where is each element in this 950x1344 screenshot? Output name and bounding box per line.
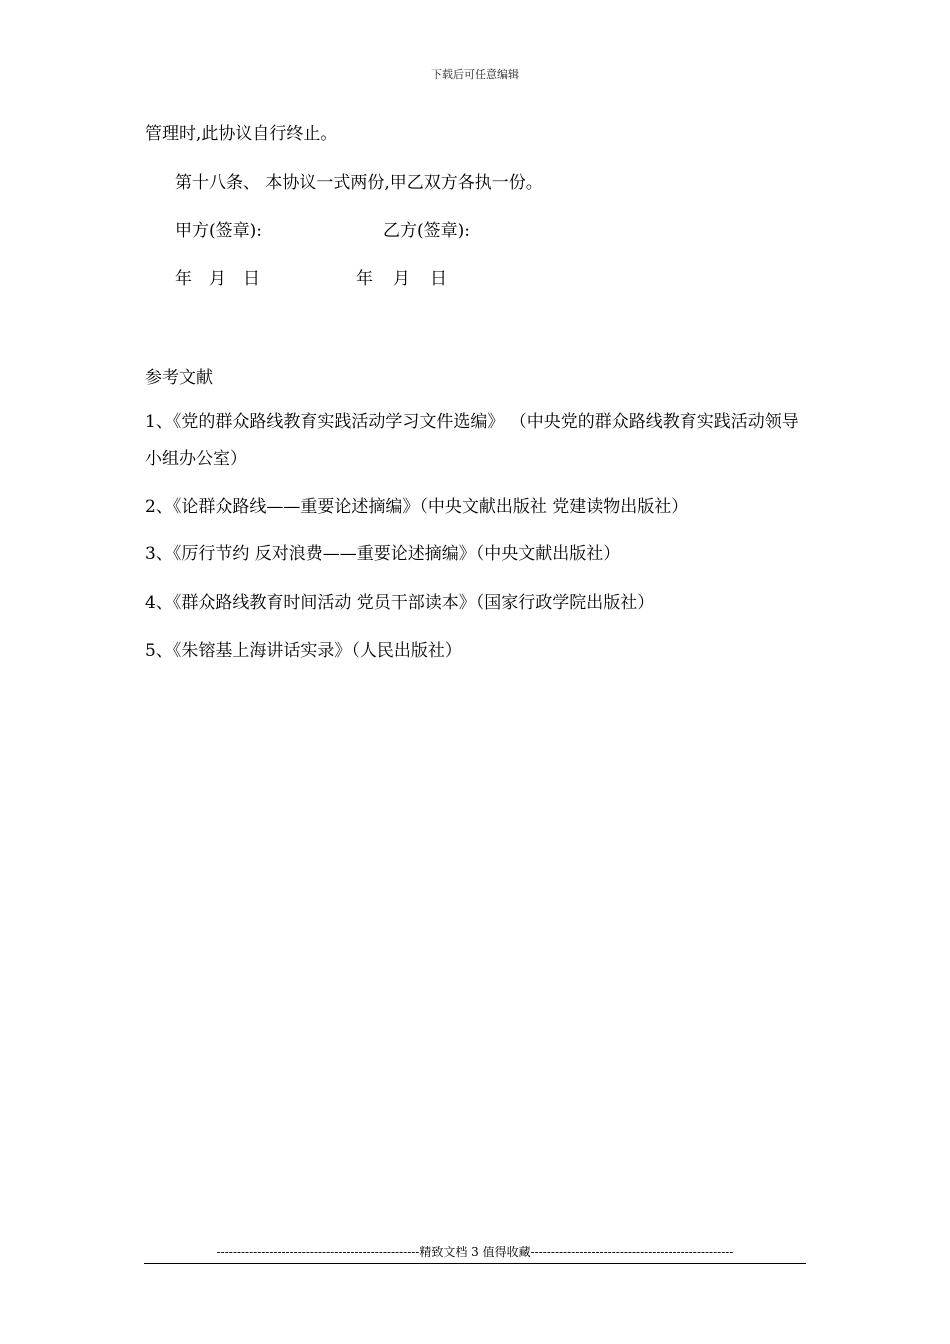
party-b-date [356, 271, 447, 288]
article-18: 第十八条、 本协议一式两份,甲乙双方各执一份。 [175, 173, 543, 193]
date-month: 月 [393, 269, 410, 289]
party-a-date [175, 271, 260, 288]
reference-item-1: 1、《党的群众路线教育实践活动学习文件选编》 （中央党的群众路线教育实践活动领导小组办公室） [145, 412, 799, 469]
references-heading: 参考文献 [145, 368, 213, 388]
continuation-text: 管理时,此协议自行终止。 [145, 124, 338, 144]
reference-item-3: 3、《厉行节约 反对浪费——重要论述摘编》（中央文献出版社） [145, 544, 621, 564]
reference-item-2: 2、《论群众路线——重要论述摘编》（中央文献出版社 党建读物出版社） [145, 497, 689, 517]
date-day: 日 [430, 269, 447, 289]
footer-divider [144, 1263, 806, 1264]
party-a-signature: 甲方(签章): [175, 221, 262, 241]
date-month: 月 [209, 269, 226, 289]
page-header: 下载后可任意编辑 [431, 68, 519, 81]
date-day: 日 [243, 269, 260, 289]
reference-item-5: 5、《朱镕基上海讲话实录》（人民出版社） [145, 641, 462, 661]
date-year: 年 [356, 269, 373, 289]
date-year: 年 [175, 269, 192, 289]
reference-item-4: 4、《群众路线教育时间活动 党员干部读本》（国家行政学院出版社） [145, 593, 655, 613]
party-b-signature: 乙方(签章): [383, 221, 470, 241]
page-footer: --------------------------------------------------精致文档 3 值得收藏-------------------------------------------------- [216, 1246, 734, 1258]
